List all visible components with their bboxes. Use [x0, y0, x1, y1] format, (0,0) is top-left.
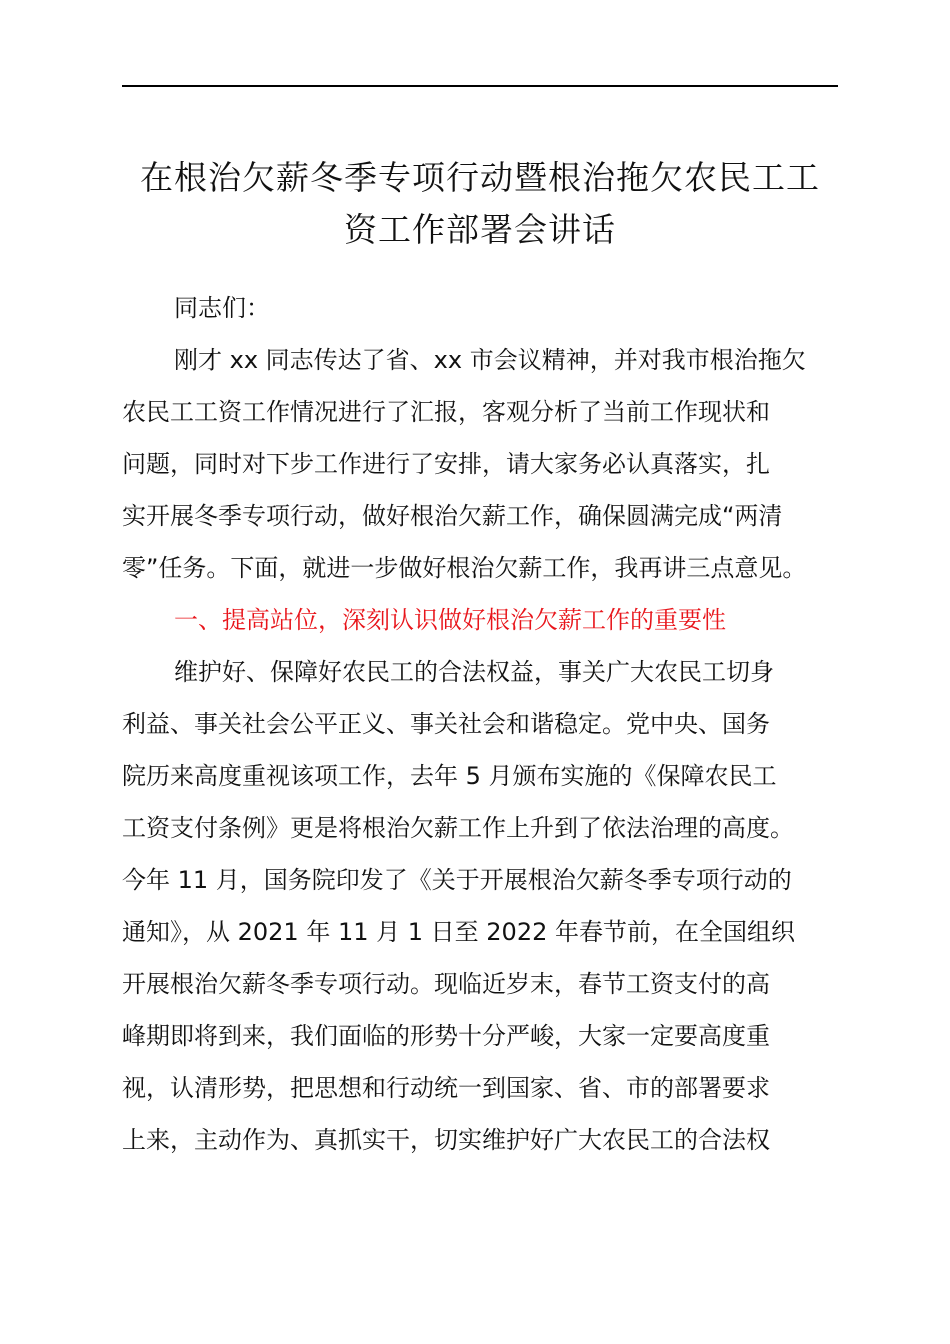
paragraph-line: 峰期即将到来，我们面临的形势十分严峻，大家一定要高度重: [122, 1022, 770, 1050]
paragraph-line: 院历来高度重视该项工作，去年 5 月颁布实施的《保障农民工: [122, 762, 777, 790]
paragraph-line: 刚才 xx 同志传达了省、xx 市会议精神，并对我市根治拖欠: [174, 346, 806, 374]
paragraph-line: 问题，同时对下步工作进行了安排，请大家务必认真落实，扎: [122, 450, 770, 478]
paragraph-line: 上来，主动作为、真抓实干，切实维护好广大农民工的合法权: [122, 1126, 770, 1154]
paragraph-line: 农民工工资工作情况进行了汇报，客观分析了当前工作现状和: [122, 398, 770, 426]
paragraph-line: 零”任务。下面，就进一步做好根治欠薪工作，我再讲三点意见。: [122, 554, 807, 582]
header-rule: [122, 85, 838, 87]
document-title: [110, 152, 850, 256]
section-heading-1: 一、提高站位，深刻认识做好根治欠薪工作的重要性: [174, 606, 726, 634]
paragraph-line: 今年 11 月，国务院印发了《关于开展根治欠薪冬季专项行动的: [122, 866, 792, 894]
paragraph-line: 实开展冬季专项行动，做好根治欠薪工作，确保圆满完成“两清: [122, 502, 783, 530]
paragraph-line: 通知》，从 2021 年 11 月 1 日至 2022 年春节前，在全国组织: [122, 918, 795, 946]
title-line-1: 在根治欠薪冬季专项行动暨根治拖欠农民工工: [140, 158, 820, 197]
title-line-2: 资工作部署会讲话: [344, 210, 616, 249]
paragraph-line: 利益、事关社会公平正义、事关社会和谐稳定。党中央、国务: [122, 710, 770, 738]
paragraph-line: 维护好、保障好农民工的合法权益，事关广大农民工切身: [174, 658, 774, 686]
salutation: 同志们：: [174, 294, 270, 322]
paragraph-line: 视，认清形势，把思想和行动统一到国家、省、市的部署要求: [122, 1074, 770, 1102]
paragraph-line: 开展根治欠薪冬季专项行动。现临近岁末，春节工资支付的高: [122, 970, 770, 998]
paragraph-line: 工资支付条例》更是将根治欠薪工作上升到了依法治理的高度。: [122, 814, 794, 842]
